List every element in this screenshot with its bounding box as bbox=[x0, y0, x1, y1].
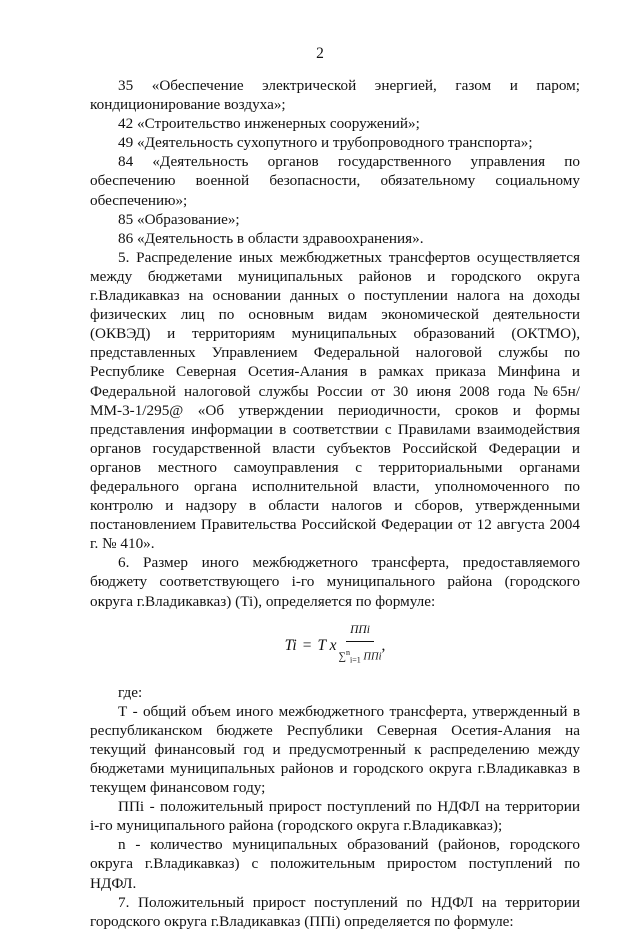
formula-fraction bbox=[339, 621, 382, 670]
document-body bbox=[90, 76, 580, 931]
definition-t: Т - общий объем иного межбюджетного трансферта, утвержденный в республиканском бюджете Республики Северная Осетия-Алания на текущий финансовый год и предусмотренный к распределению между бюджетами муниципальных районов и городского округа г.Владикавказ в текущем финансовом году; bbox=[90, 702, 580, 797]
definition-ppi: ППi - положительный прирост поступлений по НДФЛ на территории i-го муниципального района (городского округа г.Владикавказ); bbox=[90, 798, 580, 835]
clause-7-paragraph: 7. Положительный прирост поступлений по НДФЛ на территории городского округа г.Владикавказ (ППi) определяется по формуле: bbox=[90, 893, 580, 930]
where-label: где: bbox=[118, 683, 143, 701]
okved-item-85: 85 «Образование»; bbox=[118, 210, 240, 228]
formula-equals: = bbox=[302, 637, 312, 655]
okved-item-84: 84 «Деятельность органов государственного управления по обеспечению военной безопасности, обязательному социальному обеспечению»; bbox=[90, 153, 580, 209]
okved-item-86: 86 «Деятельность в области здравоохранения». bbox=[118, 229, 424, 247]
clause-5-paragraph: 5. Распределение иных межбюджетных трансфертов осуществляется между бюджетами муниципальных районов и городского округа г.Владикавказ на основании данных о поступлении налога на доходы физических лиц по основным видам экономической деятельности (ОКВЭД) и территориям муниципальных образований (ОКТМО), представленных Управлением Федеральной налоговой службы по Республике Северная Осетия-Алания в рамках приказа Минфина и Федеральной налоговой службы России от 30 июня 2008 года №65н/ММ-3-1/295@ «Об утверждении периодичности, сроков и формы представления информации в соответствии с Правилами взаимодействия органов государственной власти субъектов Российской Федерации и органов местного самоуправления с территориальными органами федерального органа исполнительной власти, уполномоченного по контролю и надзору в области налогов и сборов, утвержденными постановлением Правительства Российской Федерации от 12 августа 2004 г. № 410». bbox=[90, 248, 580, 553]
okved-item-49: 49 «Деятельность сухопутного и трубопроводного транспорта»; bbox=[118, 134, 533, 152]
transfer-formula bbox=[90, 619, 580, 673]
formula-sum-upper: n bbox=[346, 648, 351, 658]
formula-sum-sign: ∑ bbox=[338, 651, 347, 663]
formula-factor: T x bbox=[317, 637, 337, 655]
formula-sum-lower: i=1 bbox=[350, 655, 361, 665]
formula-trailing-comma: , bbox=[381, 637, 386, 655]
okved-item-42: 42 «Строительство инженерных сооружений»; bbox=[118, 115, 420, 133]
okved-item-35: 35 «Обеспечение электрической энергией, газом и паром; кондиционирование воздуха»; bbox=[90, 77, 580, 114]
page-number: 2 bbox=[316, 45, 324, 62]
clause-6-paragraph: 6. Размер иного межбюджетного трансферта, предоставляемого бюджету соответствующего i-го муниципального района (городского округа г.Владикавказ) (Ti), определяется по формуле: bbox=[90, 554, 580, 610]
definition-n: n - количество муниципальных образований (районов, городского округа г.Владикавказ) с положительным приростом поступлений по НДФЛ. bbox=[90, 836, 580, 892]
formula-sum-term: ППi bbox=[363, 651, 382, 663]
formula-denominator bbox=[339, 642, 382, 670]
formula-numerator: ППi bbox=[346, 621, 374, 642]
formula-lhs: Ti bbox=[284, 637, 297, 655]
